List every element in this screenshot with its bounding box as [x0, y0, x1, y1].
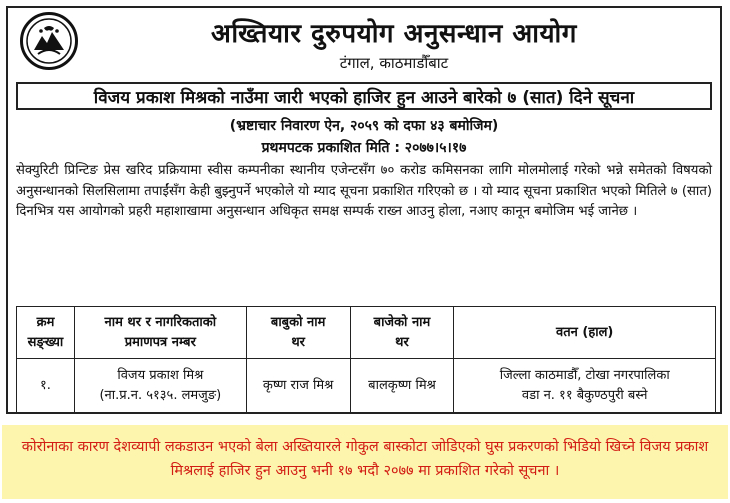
notice-body: सेक्युरिटी प्रिन्टिङ प्रेस खरिद प्रक्रियामा स्वीस कम्पनीका स्थानीय एजेन्टसँग ७० करोड कमिसनका लागि मोलमोलाई गरेको भन्ने समेतको विषयको अनुसन्धानको सिलसिलामा तपाईंसँग केही बुझ्नुपर्ने भएकोले यो म्याद सूचना प्रकाशित गरिएको छ । यो म्याद सूचना प्रकाशित भएको मितिले ७ (सात) दिनभित्र यस आयोगको प्रहरी महाशाखामा अनुसन्धान अधिकृत समक्ष सम्पर्क राख्न आउनु होला, नआए कानून बमोजिम भई जानेछ । — [16, 163, 712, 219]
address-line-2: वडा न. ११ बैकुण्ठपुरी बस्ने — [521, 387, 648, 403]
header-address: वतन (हाल) — [454, 307, 716, 359]
table-row — [17, 359, 716, 413]
notice-title: विजय प्रकाश मिश्रको नाउँमा जारी भएको हाजिर हुन आउने बारेको ७ (सात) दिने सूचना — [16, 82, 712, 110]
address-line-1: जिल्ला काठमाडौँ, टोखा नगरपालिका — [499, 367, 670, 383]
header-grandfather-name: बाजेको नाम थर — [350, 307, 454, 359]
publication-date: प्रथमपटक प्रकाशित मिति : २०७७।५।१७ — [261, 140, 467, 156]
cell-serial-number: १. — [17, 359, 75, 413]
legal-reference: (भ्रष्टाचार निवारण ऐन, २०५९ को दफा ४३ बमोजिम) — [229, 118, 499, 134]
citizenship-number: (ना.प्र.न. ५१३५. लमजुङ) — [99, 387, 222, 403]
notice-box — [6, 6, 722, 414]
header-serial-number: क्रम सङ्ख्या — [17, 307, 75, 359]
caption-text: कोरोनाका कारण देशव्यापी लकडाउन भएको बेला अख्तियारले गोकुल बास्कोटा जोडिएको घुस प्रकरणको भिडियो खिच्ने विजय प्रकाश मिश्रलाई हाजिर हुन आउनु भनी १७ भदौ २०७७ मा प्रकाशित गरेको सूचना । — [21, 439, 709, 479]
person-name: विजय प्रकाश मिश्र — [117, 367, 204, 383]
cell-father-name: कृष्ण राज मिश्र — [246, 359, 350, 413]
person-details-table — [16, 306, 716, 413]
cell-name-citizenship — [74, 359, 246, 413]
header-name-citizenship: नाम थर र नागरिकताको प्रमाणपत्र नम्बर — [74, 307, 246, 359]
notice-header — [8, 8, 720, 82]
header-father-name: बाबुको नाम थर — [246, 307, 350, 359]
government-emblem-icon — [20, 12, 78, 70]
caption-banner — [2, 425, 728, 499]
organization-location: टंगाल, काठमाडौँबाट — [339, 54, 449, 72]
organization-name: अख्तियार दुरुपयोग अनुसन्धान आयोग — [211, 19, 577, 49]
cell-address — [454, 359, 716, 413]
cell-grandfather-name: बालकृष्ण मिश्र — [350, 359, 454, 413]
table-header-row — [17, 307, 716, 359]
